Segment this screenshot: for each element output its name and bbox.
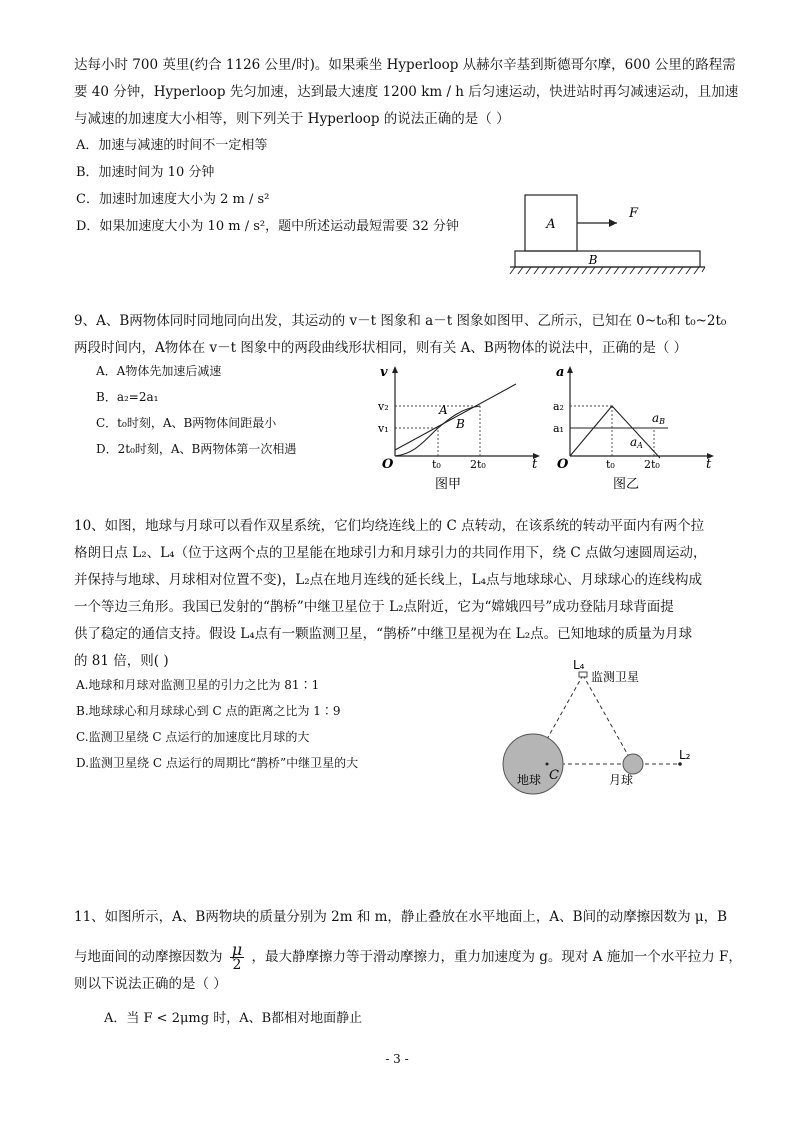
q8-option-b: B．加速时间为 10 分钟 [76, 165, 215, 180]
v-axis-label: v [380, 365, 388, 380]
q10-option-b: B.地球球心和月球球心到 C 点的距离之比为 1∶9 [76, 704, 341, 718]
origin-label: O [382, 457, 394, 472]
earth-moon-figure [495, 655, 735, 795]
a-b-label: aB [652, 411, 666, 426]
2t0-tick-label: 2t₀ [644, 458, 660, 471]
mu-over-2-fraction [230, 942, 244, 973]
q11-line-3: 则以下说法正确的是（ ） [74, 976, 227, 992]
a-a-line [570, 406, 660, 458]
c-point [546, 763, 549, 766]
ground-hatching [510, 267, 705, 274]
2t0-tick-label: 2t₀ [470, 458, 486, 471]
moon [623, 754, 643, 774]
q10-option-d: D.监测卫星绕 C 点运行的周期比“鹊桥”中继卫星的大 [76, 756, 359, 770]
fraction-numerator: μ [231, 940, 243, 959]
graph-a-caption: 图乙 [612, 477, 640, 492]
q11-line-2-pre: 与地面间的动摩擦因数为 [74, 949, 223, 965]
q8-line-1: 达每小时 700 英里(约合 1126 公里/时)。如果乘坐 Hyperloop 从赫尔辛基到斯德哥尔摩，600 公里的路程需 [74, 57, 736, 73]
t0-tick-label: t₀ [432, 458, 441, 471]
page-number: - 3 - [385, 1052, 409, 1066]
l4-moon-line [583, 675, 633, 764]
a1-tick-label: a₁ [553, 422, 564, 435]
curve-a-label: A [439, 403, 448, 417]
q9-option-c: C．t₀时刻，A、B两物体间距最小 [96, 416, 277, 430]
q10-option-c: C.监测卫星绕 C 点运行的加速度比月球的大 [76, 730, 310, 744]
satellite-label: 监测卫星 [591, 670, 640, 684]
curve-a [395, 406, 480, 456]
v2-tick-label: v₂ [378, 400, 389, 413]
block-b-label: B [588, 253, 598, 267]
origin-label: O [557, 457, 569, 472]
q8-blocks-figure [505, 185, 715, 285]
q11-line-2 [74, 942, 742, 973]
q9-option-d: D．2t₀时刻，A、B两物体第一次相遇 [96, 442, 297, 456]
a-a-label: aA [630, 435, 643, 450]
q10-option-a: A.地球和月球对监测卫星的引力之比为 81∶1 [76, 678, 320, 692]
graph-v-caption: 图甲 [434, 477, 462, 492]
q9-line-1: 9、A、B两物体同时同地同向出发，其运动的 v－t 图象和 a－t 图象如图甲、乙所示，已知在 0~t₀和 t₀~2t₀ [74, 313, 727, 329]
c-label: C [549, 768, 559, 783]
q8-option-d: D．如果加速度大小为 10 m / s²，题中所述运动最短需要 32 分钟 [76, 219, 459, 234]
block-b [515, 251, 700, 267]
a-axis-arrow [567, 366, 573, 373]
q11-line-1: 11、如图所示，A、B两物块的质量分别为 2m 和 m，静止叠放在水平地面上，A、B间的动摩擦因数为 μ，B [74, 909, 728, 925]
block-a-label: A [546, 217, 556, 232]
q9-option-a: A．A物体先加速后减速 [96, 364, 222, 378]
t0-tick-label: t₀ [606, 458, 615, 471]
q11-line-2-post: ，最大静摩擦力等于滑动摩擦力，重力加速度为 g。现对 A 施加一个水平拉力 F， [251, 949, 742, 965]
a2-tick-label: a₂ [553, 400, 564, 413]
force-label: F [629, 206, 639, 221]
q10-line-3: 并保持与地球、月球相对位置不变)，L₂点在地月连线的延长线上，L₄点与地球球心、月球球心的连线构成 [74, 572, 703, 588]
q11-option-a: A．当 F < 2μmg 时，A、B都相对地面静止 [104, 1011, 363, 1026]
q10-line-6: 的 81 倍，则( ) [74, 653, 169, 669]
moon-label: 月球 [609, 773, 634, 787]
v1-tick-label: v₁ [378, 422, 389, 435]
q10-line-5: 供了稳定的通信支持。假设 L₄点有一颗监测卫星，“鹊桥”中继卫星视为在 L₂点。已知地球的质量为月球 [74, 626, 693, 642]
q8-option-c: C．加速时加速度大小为 2 m / s² [76, 192, 270, 207]
q10-line-4: 一个等边三角形。我国已发射的“鹊桥”中继卫星位于 L₂点附近，它为“嫦娥四号”成功登陆月球背面提 [74, 599, 674, 615]
force-arrowhead [609, 219, 617, 227]
q9-line-2: 两段时间内，A物体在 v－t 图象中的两段曲线形状相同，则有关 A、B两物体的说法中，正确的是（ ） [74, 340, 688, 356]
curve-b-label: B [456, 417, 465, 431]
q8-line-3: 与减速的加速度大小相等，则下列关于 Hyperloop 的说法正确的是（ ） [74, 111, 510, 127]
fraction-denominator: 2 [232, 957, 242, 973]
q10-line-2: 格朗日点 L₂、L₄（位于这两个点的卫星能在地球引力和月球引力的共同作用下，绕 C 点做匀速圆周运动， [74, 545, 707, 561]
v-t-graph [370, 362, 550, 502]
q10-line-1: 10、如图，地球与月球可以看作双星系统，它们均绕连线上的 C 点转动，在该系统的转动平面内有两个拉 [74, 518, 705, 534]
l2-point [678, 762, 682, 766]
earth-label: 地球 [517, 773, 542, 787]
t-axis-label: t [706, 457, 712, 472]
q8-line-2: 要 40 分钟，Hyperloop 先匀加速，达到最大速度 1200 km / h 后匀速运动，快进站时再匀减速运动，且加速 [74, 84, 739, 100]
t-axis-label: t [532, 457, 538, 472]
l2-label: L₂ [679, 748, 691, 762]
monitor-satellite [579, 672, 587, 677]
l4-label: L₄ [573, 658, 585, 672]
a-t-graph [548, 362, 728, 502]
q9-option-b: B．a₂=2a₁ [96, 390, 159, 404]
v-axis-arrow [392, 366, 398, 373]
a-axis-label: a [556, 365, 565, 380]
q8-option-a: A．加速与减速的时间不一定相等 [76, 138, 268, 153]
